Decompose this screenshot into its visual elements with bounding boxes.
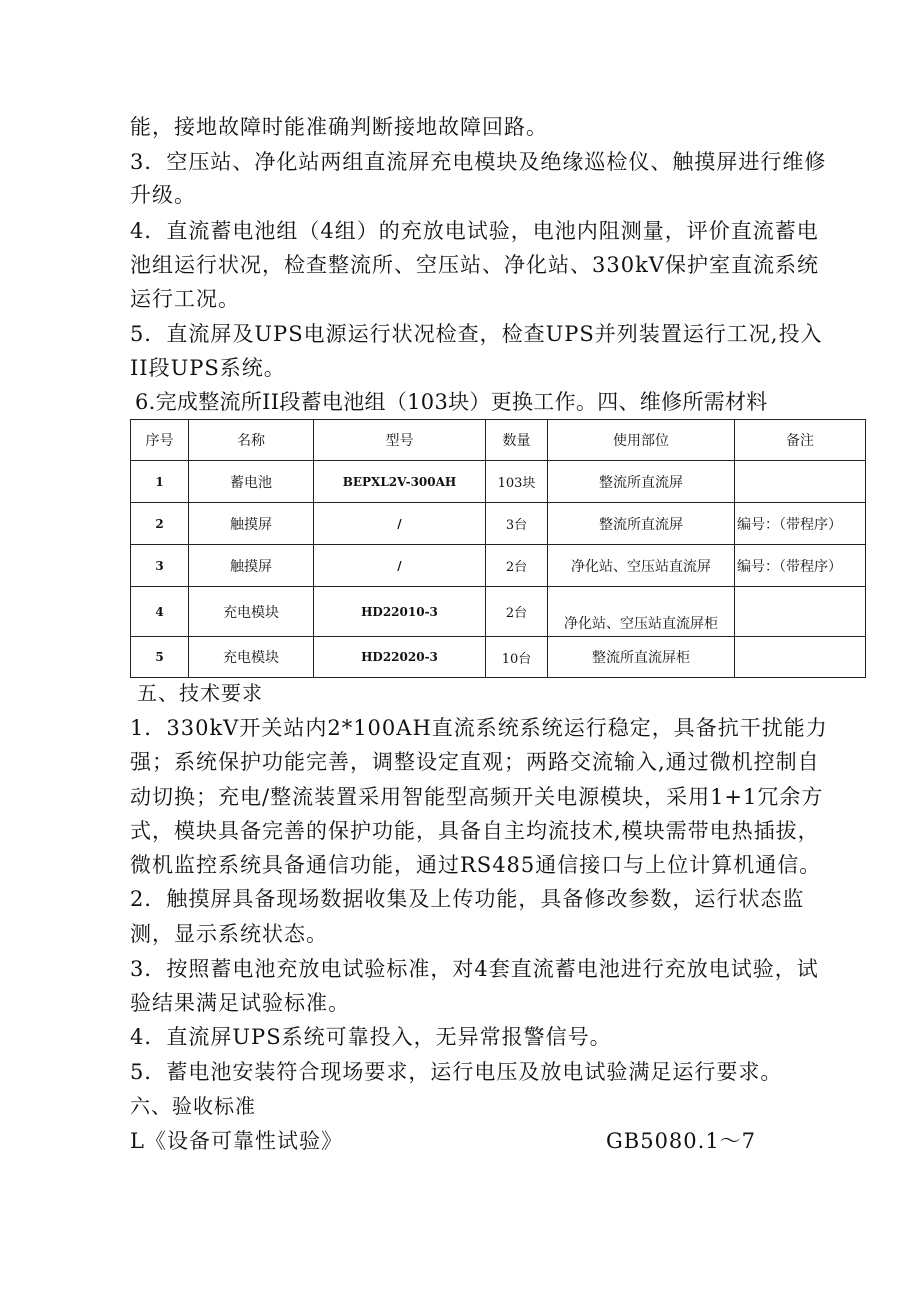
cell-no: 5 <box>131 637 189 678</box>
cell-name: 充电模块 <box>189 637 314 678</box>
paragraph-line: 6.完成整流所II段蓄电池组（103块）更换工作。四、维修所需材料 <box>135 390 768 414</box>
paragraph-line: II段UPS系统。 <box>130 356 286 380</box>
cell-no: 3 <box>131 545 189 587</box>
table-row <box>131 545 866 587</box>
table-row <box>131 637 866 678</box>
table-row <box>131 461 866 503</box>
cell-location: 净化站、空压站直流屏柜 <box>548 587 735 637</box>
paragraph-line: 能，接地故障时能准确判断接地故障回路。 <box>130 115 548 139</box>
section-heading-tech-requirements: 五、技术要求 <box>137 681 263 705</box>
header-qty: 数量 <box>486 420 548 461</box>
table-row <box>131 587 866 637</box>
cell-qty: 103块 <box>486 461 548 503</box>
paragraph-line: 5．直流屏及UPS电源运行状况检查，检查UPS并列装置运行工况,投入 <box>130 322 823 346</box>
table-row <box>131 503 866 545</box>
paragraph-line: 验结果满足试验标准。 <box>130 991 350 1015</box>
header-note: 备注 <box>735 420 866 461</box>
paragraph-line: 3．按照蓄电池充放电试验标准，对4套直流蓄电池进行充放电试验，试 <box>130 957 819 981</box>
cell-model: BEPXL2V-300AH <box>314 461 486 503</box>
paragraph-line: 升级。 <box>130 183 196 207</box>
cell-model: / <box>314 545 486 587</box>
section-heading-acceptance: 六、验收标准 <box>130 1094 256 1118</box>
cell-model: / <box>314 503 486 545</box>
paragraph-line: 运行工况。 <box>130 287 240 311</box>
cell-location: 整流所直流屏 <box>548 503 735 545</box>
cell-name: 触摸屏 <box>189 503 314 545</box>
paragraph-line: 4．直流屏UPS系统可靠投入，无异常报警信号。 <box>130 1025 612 1049</box>
cell-location: 整流所直流屏柜 <box>548 637 735 678</box>
cell-name: 蓄电池 <box>189 461 314 503</box>
paragraph-line: 动切换；充电/整流装置采用智能型高频开关电源模块，采用1+1冗余方 <box>130 785 824 809</box>
standard-code: GB5080.1～7 <box>606 1129 757 1153</box>
materials-table-container <box>130 419 865 678</box>
cell-model: HD22010-3 <box>314 587 486 637</box>
paragraph-line: 3．空压站、净化站两组直流屏充电模块及绝缘巡检仪、触摸屏进行维修 <box>130 150 827 174</box>
cell-no: 2 <box>131 503 189 545</box>
paragraph-line: 测，显示系统状态。 <box>130 922 328 946</box>
paragraph-line: 池组运行状况，检查整流所、空压站、净化站、330kV保护室直流系统 <box>130 253 819 277</box>
cell-qty: 2台 <box>486 587 548 637</box>
cell-no: 1 <box>131 461 189 503</box>
cell-no: 4 <box>131 587 189 637</box>
cell-name: 充电模块 <box>189 587 314 637</box>
header-model: 型号 <box>314 420 486 461</box>
cell-qty: 3台 <box>486 503 548 545</box>
cell-name: 触摸屏 <box>189 545 314 587</box>
cell-location: 整流所直流屏 <box>548 461 735 503</box>
paragraph-line: 2．触摸屏具备现场数据收集及上传功能，具备修改参数，运行状态监 <box>130 887 805 911</box>
paragraph-line: 5．蓄电池安装符合现场要求，运行电压及放电试验满足运行要求。 <box>130 1060 783 1084</box>
table-header-row <box>131 420 866 461</box>
paragraph-line: 微机监控系统具备通信功能，通过RS485通信接口与上位计算机通信。 <box>130 853 822 877</box>
header-name: 名称 <box>189 420 314 461</box>
paragraph-line: 1．330kV开关站内2*100AH直流系统系统运行稳定，具备抗干扰能力 <box>130 716 828 740</box>
cell-location: 净化站、空压站直流屏 <box>548 545 735 587</box>
cell-note <box>735 637 866 678</box>
cell-note <box>735 587 866 637</box>
standard-name: L《设备可靠性试验》 <box>130 1129 343 1153</box>
cell-note <box>735 461 866 503</box>
cell-model: HD22020-3 <box>314 637 486 678</box>
header-location: 使用部位 <box>548 420 735 461</box>
paragraph-line: 式，模块具备完善的保护功能，具备自主均流技术,模块需带电热插拔， <box>130 819 820 843</box>
cell-note: 编号：（带程序） <box>735 545 866 587</box>
cell-qty: 2台 <box>486 545 548 587</box>
cell-note: 编号：（带程序） <box>735 503 866 545</box>
header-no: 序号 <box>131 420 189 461</box>
cell-qty: 10台 <box>486 637 548 678</box>
materials-table <box>130 419 866 678</box>
paragraph-line: 强；系统保护功能完善，调整设定直观；两路交流输入,通过微机控制自 <box>130 750 820 774</box>
paragraph-line: 4．直流蓄电池组（4组）的充放电试验，电池内阻测量，评价直流蓄电 <box>130 219 819 243</box>
